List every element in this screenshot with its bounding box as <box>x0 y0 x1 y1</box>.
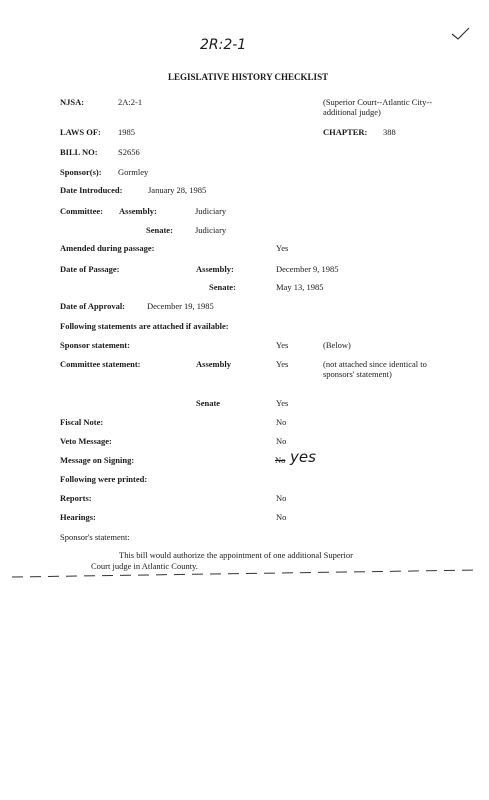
statement-line-1: This bill would authorize the appointment of one additional Superior <box>119 550 353 560</box>
chapter-value: 388 <box>383 127 396 137</box>
laws-value: 1985 <box>118 127 135 137</box>
following-attached-heading: Following statements are attached if available: <box>60 321 229 331</box>
message-signing-value: No <box>275 455 286 465</box>
committee-assembly-label: Assembly: <box>119 206 157 216</box>
checkmark-icon <box>452 28 469 39</box>
committee-statement-senate-value: Yes <box>276 398 289 408</box>
handwritten-yes: yes <box>290 448 316 466</box>
dashed-separator <box>12 570 480 577</box>
passage-assembly-value: December 9, 1985 <box>276 264 339 274</box>
committee-statement-label: Committee statement: <box>60 359 141 369</box>
committee-statement-assembly-note: (not attached since identical to sponsors' statement) <box>323 359 427 379</box>
chapter-label: CHAPTER: <box>323 127 368 137</box>
passage-senate-value: May 13, 1985 <box>276 282 324 292</box>
bill-value: S2656 <box>118 147 140 157</box>
committee-statement-senate-label: Senate <box>196 398 221 408</box>
reports-label: Reports: <box>60 493 92 503</box>
page-title: LEGISLATIVE HISTORY CHECKLIST <box>168 72 329 82</box>
committee-label: Committee: <box>60 206 103 216</box>
committee-senate-label: Senate: <box>146 225 173 235</box>
reports-value: No <box>276 493 287 503</box>
passage-assembly-label: Assembly: <box>196 264 234 274</box>
laws-label: LAWS OF: <box>60 127 101 137</box>
following-printed-heading: Following were printed: <box>60 474 148 484</box>
sponsors-statement-heading: Sponsor's statement: <box>60 532 130 542</box>
fiscal-note-value: No <box>276 417 287 427</box>
amended-value: Yes <box>276 243 289 253</box>
sponsor-statement-value: Yes <box>276 340 289 350</box>
veto-message-value: No <box>276 436 287 446</box>
hearings-value: No <box>276 512 287 522</box>
njsa-value: 2A:2-1 <box>118 97 143 107</box>
hearings-label: Hearings: <box>60 512 96 522</box>
handwritten-reference: 2R:2-1 <box>200 37 247 53</box>
njsa-note: (Superior Court--Atlantic City--additional judge) <box>323 97 433 117</box>
njsa-label: NJSA: <box>60 97 85 107</box>
passage-senate-label: Senate: <box>209 282 236 292</box>
committee-statement-assembly-label: Assembly <box>196 359 231 369</box>
amended-label: Amended during passage: <box>60 243 155 253</box>
committee-assembly-value: Judiciary <box>195 206 227 216</box>
sponsor-label: Sponsor(s): <box>60 167 102 177</box>
sponsor-statement-label: Sponsor statement: <box>60 340 130 350</box>
approval-value: December 19, 1985 <box>147 301 214 311</box>
committee-statement-assembly-value: Yes <box>276 359 289 369</box>
introduced-value: January 28, 1985 <box>148 185 207 195</box>
statement-line-2: Court judge in Atlantic County. <box>91 561 198 571</box>
committee-senate-value: Judiciary <box>195 225 227 235</box>
passage-label: Date of Passage: <box>60 264 120 274</box>
fiscal-note-label: Fiscal Note: <box>60 417 104 427</box>
sponsor-statement-note: (Below) <box>323 340 351 350</box>
sponsor-value: Gormley <box>118 167 149 177</box>
bill-label: BILL NO: <box>60 147 98 157</box>
message-signing-label: Message on Signing: <box>60 455 135 465</box>
introduced-label: Date Introduced: <box>60 185 123 195</box>
veto-message-label: Veto Message: <box>60 436 112 446</box>
approval-label: Date of Approval: <box>60 301 126 311</box>
